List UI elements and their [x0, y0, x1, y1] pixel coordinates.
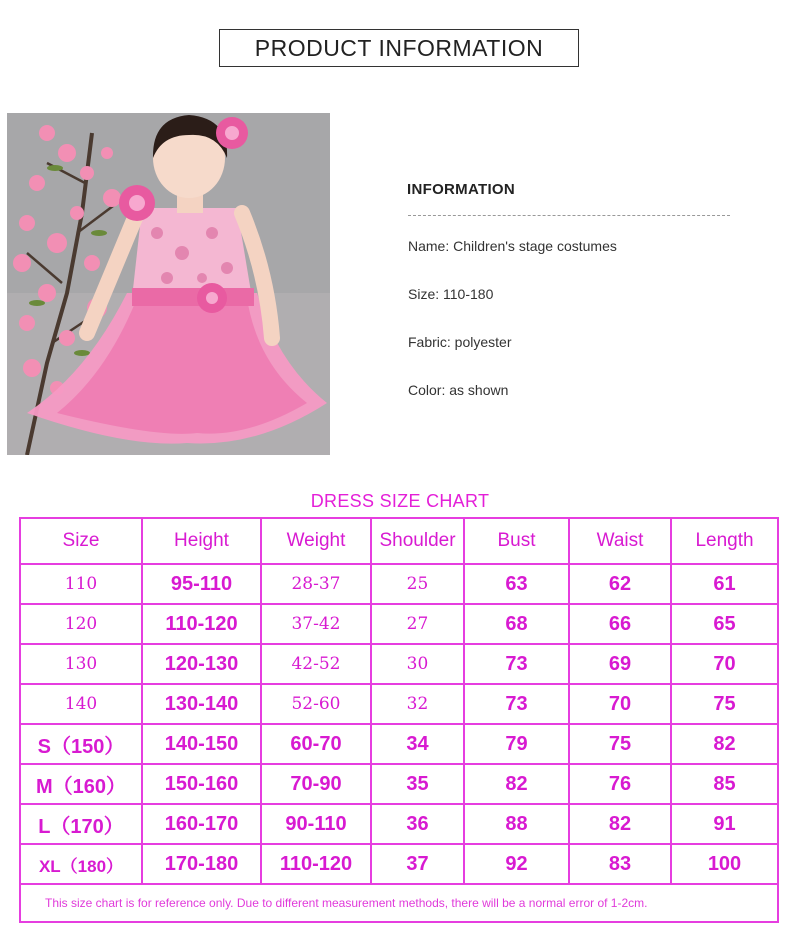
table-row: [20, 604, 778, 644]
table-note-row: [20, 884, 778, 922]
table-cell: 69: [569, 644, 671, 684]
header-cell: Bust: [464, 518, 569, 564]
table-cell: 82: [569, 804, 671, 844]
table-cell: 88: [464, 804, 569, 844]
table-cell: 110-120: [142, 604, 261, 644]
info-divider: [408, 215, 730, 216]
table-cell: XL（180）: [20, 844, 142, 884]
table-cell: 95-110: [142, 564, 261, 604]
table-cell: L（170）: [20, 804, 142, 844]
table-cell: 70: [569, 684, 671, 724]
table-cell: 61: [671, 564, 778, 604]
table-cell: 32: [371, 684, 464, 724]
table-cell: 34: [371, 724, 464, 764]
table-cell: S（150）: [20, 724, 142, 764]
table-cell: 90-110: [261, 804, 371, 844]
table-cell: 70: [671, 644, 778, 684]
table-cell: 37-42: [261, 604, 371, 644]
table-cell: 52-60: [261, 684, 371, 724]
header-cell: Height: [142, 518, 261, 564]
table-cell: 130: [20, 644, 142, 684]
product-photo: [7, 113, 330, 455]
table-cell: 160-170: [142, 804, 261, 844]
table-cell: 66: [569, 604, 671, 644]
header-cell: Shoulder: [371, 518, 464, 564]
table-row: [20, 804, 778, 844]
table-cell: 85: [671, 764, 778, 804]
table-cell: 28-37: [261, 564, 371, 604]
table-cell: 110-120: [261, 844, 371, 884]
table-header-row: [20, 518, 778, 564]
info-color: Color: as shown: [408, 382, 509, 398]
table-cell: 27: [371, 604, 464, 644]
table-cell: 75: [569, 724, 671, 764]
page-title: PRODUCT INFORMATION: [219, 29, 579, 67]
info-heading: INFORMATION: [407, 181, 516, 198]
table-cell: 35: [371, 764, 464, 804]
table-cell: 120: [20, 604, 142, 644]
table-cell: 73: [464, 684, 569, 724]
table-cell: 42-52: [261, 644, 371, 684]
table-row: [20, 564, 778, 604]
size-chart-title: DRESS SIZE CHART: [310, 491, 490, 511]
table-row: [20, 844, 778, 884]
table-row: [20, 764, 778, 804]
table-cell: 76: [569, 764, 671, 804]
table-cell: 30: [371, 644, 464, 684]
table-cell: 36: [371, 804, 464, 844]
header-cell: Length: [671, 518, 778, 564]
table-cell: 82: [464, 764, 569, 804]
table-cell: 120-130: [142, 644, 261, 684]
table-row: [20, 644, 778, 684]
info-fabric: Fabric: polyester: [408, 334, 512, 350]
table-cell: 110: [20, 564, 142, 604]
table-cell: 91: [671, 804, 778, 844]
info-size: Size: 110-180: [408, 286, 494, 302]
table-cell: 65: [671, 604, 778, 644]
table-cell: 79: [464, 724, 569, 764]
size-chart-note: This size chart is for reference only. Due to different measurement methods, there will be a normal error of 1-2cm.: [20, 884, 778, 922]
table-cell: 70-90: [261, 764, 371, 804]
header-cell: Waist: [569, 518, 671, 564]
table-cell: 150-160: [142, 764, 261, 804]
table-cell: 75: [671, 684, 778, 724]
header-cell: Size: [20, 518, 142, 564]
table-cell: 63: [464, 564, 569, 604]
size-chart-table: [19, 517, 779, 923]
table-cell: 62: [569, 564, 671, 604]
table-cell: 82: [671, 724, 778, 764]
table-cell: M（160）: [20, 764, 142, 804]
table-cell: 170-180: [142, 844, 261, 884]
table-row: [20, 684, 778, 724]
header-cell: Weight: [261, 518, 371, 564]
table-cell: 140-150: [142, 724, 261, 764]
table-cell: 100: [671, 844, 778, 884]
info-name: Name: Children's stage costumes: [408, 238, 617, 254]
table-cell: 68: [464, 604, 569, 644]
table-cell: 140: [20, 684, 142, 724]
table-cell: 60-70: [261, 724, 371, 764]
table-cell: 37: [371, 844, 464, 884]
table-cell: 83: [569, 844, 671, 884]
table-cell: 73: [464, 644, 569, 684]
table-cell: 25: [371, 564, 464, 604]
table-cell: 92: [464, 844, 569, 884]
table-row: [20, 724, 778, 764]
table-cell: 130-140: [142, 684, 261, 724]
